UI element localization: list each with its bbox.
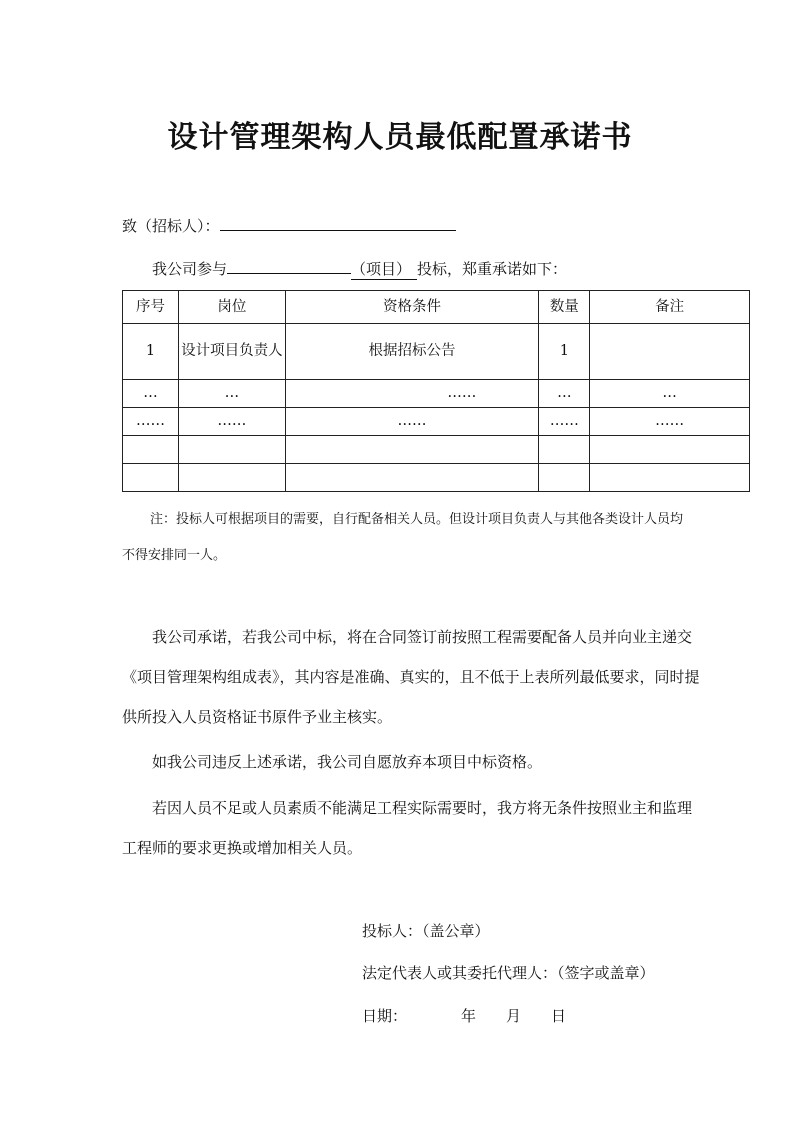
table-cell: …… [539,408,590,436]
table-cell: … [539,380,590,408]
table-cell: …… [123,408,179,436]
intro-prefix: 我公司参与 [152,260,228,278]
recipient-label: 致（招标人）： [122,217,220,235]
table-row [123,380,750,408]
header-remarks: 备注 [590,291,750,324]
date-label: 日期： [362,1007,408,1025]
table-cell [178,436,285,464]
table-cell: …… [285,380,539,408]
table-cell: … [178,380,285,408]
table-cell [285,436,539,464]
signature-representative: 法定代表人或其委托代理人：（签字或盖章） [362,964,655,982]
table-cell: …… [590,408,750,436]
table-cell [539,436,590,464]
table-note: 注：投标人可根据项目的需要，自行配备相关人员。但设计项目负责人与其他各类设计人员均不得安排同一人。 [122,512,684,563]
table-cell [539,464,590,492]
table-row [123,464,750,492]
header-quantity: 数量 [539,291,590,324]
table-cell [590,464,750,492]
header-qualification: 资格条件 [285,291,539,324]
signature-bidder: 投标人：（盖公章） [362,922,490,940]
page-title: 设计管理架构人员最低配置承诺书 [167,120,633,155]
recipient-blank [220,214,456,231]
table-header-row [123,291,750,324]
intro-suffix: 投标，郑重承诺如下： [417,260,568,278]
table-row [123,436,750,464]
date-day: 日 [551,1007,567,1025]
table-cell: … [123,380,179,408]
project-blank [227,257,351,274]
replacement-paragraph: 若因人员不足或人员素质不能满足工程实际需要时，我方将无条件按照业主和监理工程师的要求更换或增加相关人员。 [122,799,693,857]
header-position: 岗位 [178,291,285,324]
table-cell [590,436,750,464]
table-cell [123,436,179,464]
table-row [123,324,750,380]
table-cell: … [590,380,750,408]
table-cell: 设计项目负责人 [178,324,285,380]
table-cell [178,464,285,492]
table-cell: 1 [123,324,179,380]
staffing-table [122,290,750,492]
table-cell [590,324,750,380]
commitment-paragraph: 我公司承诺，若我公司中标，将在合同签订前按照工程需要配备人员并向业主递交《项目管理架构组成表》，其内容是准确、真实的，且不低于上表所列最低要求，同时提供所投入人员资格证书原件予业主核实。 [122,628,700,726]
table-cell [123,464,179,492]
intro-line [152,257,567,280]
table-cell: 根据招标公告 [285,324,539,380]
table-cell [285,464,539,492]
intro-project: （项目） [351,258,417,280]
table-row [123,408,750,436]
date-year: 年 [461,1007,477,1025]
recipient-line [122,214,456,236]
signature-date [362,1005,566,1026]
date-month: 月 [506,1007,522,1025]
forfeit-paragraph: 如我公司违反上述承诺，我公司自愿放弃本项目中标资格。 [152,753,543,771]
table-cell: 1 [539,324,590,380]
table-cell: …… [285,408,539,436]
table-cell: …… [178,408,285,436]
header-index: 序号 [123,291,179,324]
